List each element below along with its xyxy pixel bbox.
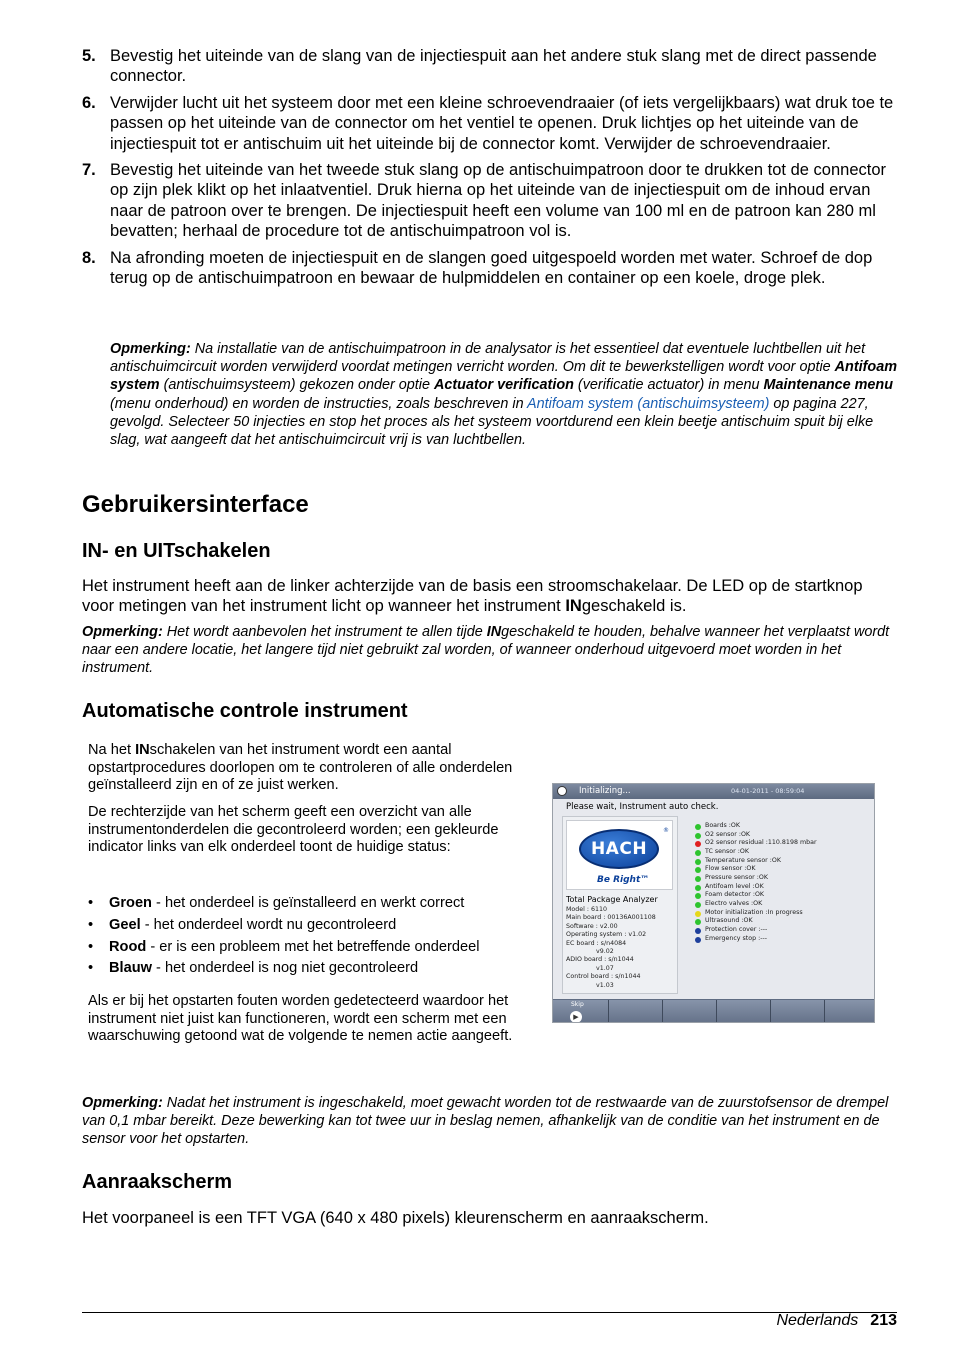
skip-button[interactable]: Skip ▶ [553, 1000, 609, 1022]
onoff-paragraph: Het instrument heeft aan de linker achterzijde van de basis een stroomschakelaar. De LED op de startknop voor metingen van het instrument licht op wanneer het instrument INgeschakeld is. [82, 577, 863, 616]
list-item: • Geel - het onderdeel wordt nu gecontroleerd [88, 915, 528, 937]
footer-language: Nederlands [776, 1312, 859, 1329]
info-line: Main board : 00136A001108 [566, 914, 656, 922]
status-row: Temperature sensor :OK [695, 857, 817, 866]
status-row: Pressure sensor :OK [695, 874, 817, 883]
list-item: • Rood - er is een probleem met het betreffende onderdeel [88, 937, 528, 959]
status-row: Motor initialization :In progress [695, 909, 817, 918]
procedure-steps [82, 46, 897, 294]
status-row: Electro valves :OK [695, 900, 817, 909]
status-led-icon [695, 937, 701, 943]
status-led-icon [695, 885, 701, 891]
section-heading-touchscreen: Aanraakscherm [82, 1171, 233, 1193]
status-row: Antifoam level :OK [695, 883, 817, 892]
instrument-info-list [566, 906, 656, 990]
component-status-list [695, 822, 817, 943]
screen-wait-message: Please wait, Instrument auto check. [566, 802, 719, 812]
status-led-icon [695, 833, 701, 839]
list-item: 8. Na afronding moeten de injectiespuit en de slangen goed uitgespoeld worden met water. Schroef de dop terug op de antischuimpatroon en bewaar de hulpmiddelen en container op een koele, droge plek. [82, 248, 873, 288]
auto-paragraph-3: Als er bij het opstarten fouten worden gedetecteerd waardoor het instrument niet juist kan functioneren, wordt een scherm met een waarschuwing getoond wat de volgende te nemen actie aangeeft. [88, 993, 513, 1045]
section-heading-onoff: IN- en UITschakelen [82, 540, 271, 562]
function-button[interactable] [717, 1000, 771, 1022]
status-row: O2 sensor residual :110.8198 mbar [695, 839, 817, 848]
status-row: Ultrasound :OK [695, 917, 817, 926]
status-led-icon [695, 902, 701, 908]
info-line: Operating system : v1.02 [566, 931, 647, 939]
function-button[interactable] [663, 1000, 717, 1022]
hach-logo: HACH ® Be Right™ [566, 820, 673, 890]
status-led-icon [695, 911, 701, 917]
status-led-icon [695, 824, 701, 830]
bullet-icon: • [88, 960, 94, 977]
info-line: Control board : s/n1044 [566, 973, 641, 981]
screen-title: Initializing... [579, 786, 631, 796]
status-led-icon [695, 928, 701, 934]
function-button[interactable] [609, 1000, 663, 1022]
status-led-icon [695, 859, 701, 865]
status-row: Flow sensor :OK [695, 865, 817, 874]
auto-paragraph-1: Na het INschakelen van het instrument wordt een aantal opstartprocedures doorlopen om te controleren of alle onderdelen geïnstalleerd zijn en of ze juist werken. [88, 742, 513, 794]
status-row: Protection cover :--- [695, 926, 817, 935]
screen-button-bar [553, 999, 874, 1023]
status-led-icon [695, 876, 701, 882]
hach-logo-oval: HACH [579, 829, 659, 869]
info-line: ADIO board : s/n1044 [566, 956, 634, 964]
status-row: TC sensor :OK [695, 848, 817, 857]
tagline: Be Right™ [597, 875, 650, 885]
touchscreen-paragraph: Het voorpaneel is een TFT VGA (640 x 480 pixels) kleurenscherm en aanraakscherm. [82, 1209, 709, 1227]
status-color-list [88, 893, 528, 980]
note-oxygen-sensor: Opmerking: Nadat het instrument is ingeschakeld, moet gewacht worden tot de restwaarde van de zuurstofsensor de drempel van 0,1 mbar bereikt. Deze bewerking kan tot twee uur in beslag nemen, afhankelijk van de conditie van het instrument en de sensor voor het opstarten. [82, 1095, 889, 1148]
status-led-icon [695, 919, 701, 925]
status-led-icon [695, 850, 701, 856]
status-led-icon [695, 893, 701, 899]
function-button[interactable] [771, 1000, 825, 1022]
page-title: Gebruikersinterface [82, 491, 309, 518]
page-number: 213 [870, 1312, 897, 1329]
info-line: Software : v2.00 [566, 922, 618, 930]
product-name: Total Package Analyzer [566, 895, 658, 904]
list-item: 5. Bevestig het uiteinde van de slang van de injectiespuit aan het andere stuk slang met de direct passende connector. [82, 47, 877, 86]
instrument-screen [552, 783, 875, 1023]
note-antifoam: Opmerking: Na installatie van de antischuimpatroon in de analysator is het essentieel dat eventuele luchtbellen uit het antischuimcircuit worden verwijderd voordat metingen verricht worden. Om dit te bewerkstelligen wordt voor optie Antifoam system (antischuimsysteem) gekozen onder optie Actuator verification (verificatie actuator) in menu Maintenance menu (menu onderhoud) en worden de instructies, zoals beschreven in Antifoam system (antischuimsysteem) op pagina 227, gevolgd. Selecteer 50 injecties en stop het proces als het systeem voortdurend een klein beetje antischuim spuit bij elke slag, wat aangeeft dat het antischuimcircuit vrij is van luchtbellen. [110, 341, 898, 449]
status-led-icon [695, 867, 701, 873]
function-button[interactable] [825, 1000, 875, 1022]
list-item: 6. Verwijder lucht uit het systeem door met een kleine schroevendraaier (of iets vergelijkbaars) wat druk toe te passen op het uiteinde van de connector om het ventiel te openen. Druk lichtjes op het uiteinde van de injectiespuit tot er antischuim uit het uiteinde bij de connector komt. Verwijder de schroevendraaier. [82, 93, 894, 153]
info-line: v9.02 [596, 948, 614, 956]
list-item: • Groen - het onderdeel is geïnstalleerd en werkt correct [88, 893, 528, 915]
footer-divider [82, 1312, 897, 1313]
info-line: v1.07 [596, 964, 614, 972]
note-onoff: Opmerking: Het wordt aanbevolen het instrument te allen tijde INgeschakeld te houden, behalve wanneer het verplaatst wordt naar een andere locatie, het langere tijd niet gebruikt zal worden, of wanneer onderhoud uitgevoerd moet worden in het instrument. [82, 624, 890, 677]
bullet-icon: • [88, 895, 94, 911]
bullet-icon: • [88, 938, 94, 955]
info-line: EC board : s/n4084 [566, 939, 627, 947]
auto-paragraph-2: De rechterzijde van het scherm geeft een overzicht van alle instrumentonderdelen die gecontroleerd worden; een gekleurde indicator links van elk onderdeel toont de huidige status: [88, 804, 499, 856]
status-led-icon [695, 841, 701, 847]
clock-icon [557, 786, 567, 796]
list-item: 7. Bevestig het uiteinde van het tweede stuk slang op de antischuimpatroon door te drukken tot de connector op zijn plek klikt op het inlaatventiel. Druk hierna op het uiteinde van de injectiespuit om de inhoud ervan naar de patroon over te brengen. De injectiespuit heeft een volume van 100 ml en de patroon kan 280 ml bevatten; herhaal de procedure tot de antischuimpatroon vol is. [82, 161, 886, 241]
list-item: • Blauw - het onderdeel is nog niet gecontroleerd [88, 958, 528, 980]
info-line: v1.03 [596, 981, 614, 989]
status-row: O2 sensor :OK [695, 831, 817, 840]
status-row: Foam detector :OK [695, 891, 817, 900]
status-row: Emergency stop :--- [695, 935, 817, 944]
status-row: Boards :OK [695, 822, 817, 831]
info-line: Model : 6110 [566, 906, 608, 913]
screen-datetime: 04-01-2011 - 08:59:04 [731, 787, 805, 795]
bullet-icon: • [88, 916, 94, 933]
play-skip-icon: ▶ [570, 1011, 582, 1023]
instrument-info-panel [562, 816, 678, 994]
cross-reference-link[interactable]: Antifoam system (antischuimsysteem) [527, 395, 770, 412]
page-footer [776, 1311, 897, 1331]
screen-title-bar [553, 784, 874, 799]
section-heading-auto-check: Automatische controle instrument [82, 700, 408, 722]
